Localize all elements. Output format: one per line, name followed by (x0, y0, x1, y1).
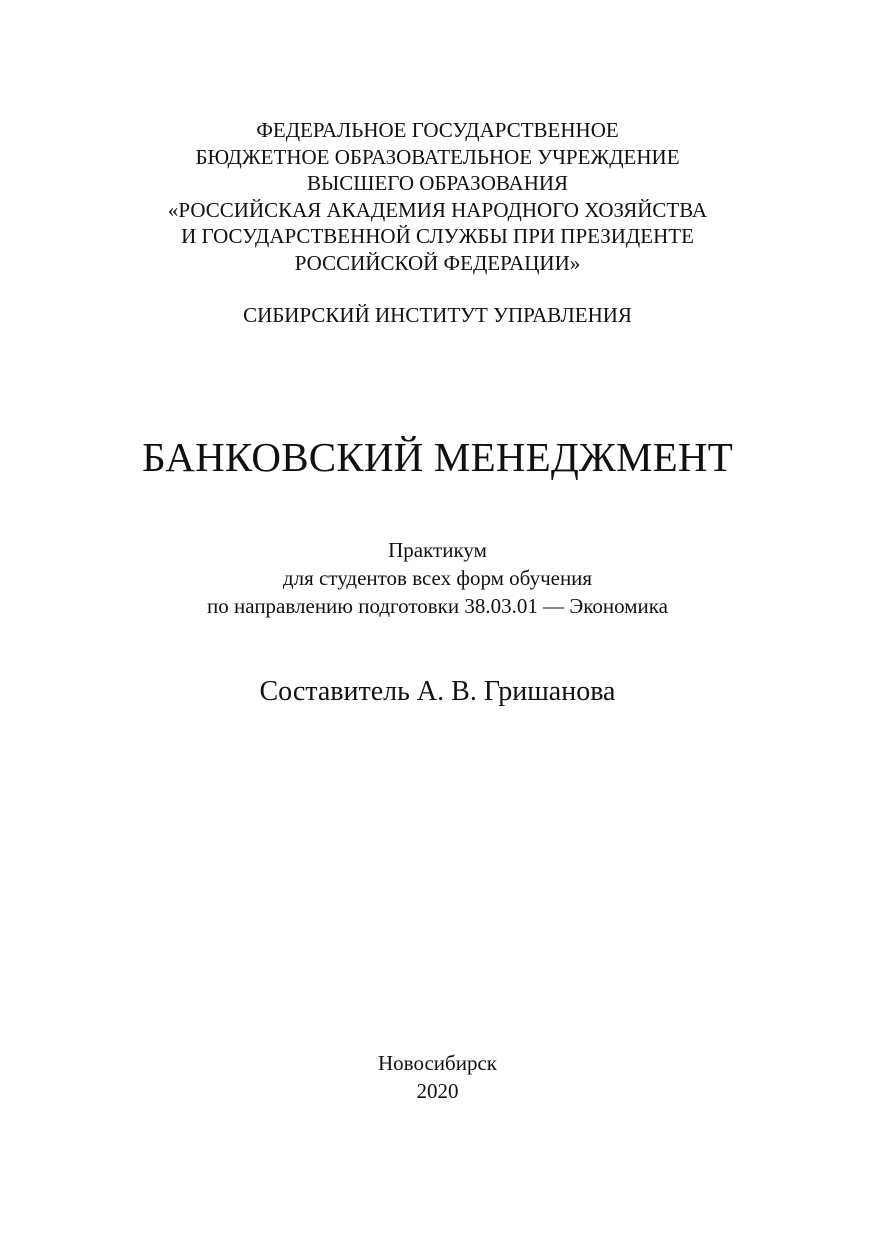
org-line: И ГОСУДАРСТВЕННОЙ СЛУЖБЫ ПРИ ПРЕЗИДЕНТЕ (181, 224, 694, 248)
title-text: БАНКОВСКИЙ МЕНЕДЖМЕНТ (142, 434, 733, 480)
org-line: РОССИЙСКОЙ ФЕДЕРАЦИИ» (294, 250, 581, 275)
city-text: Новосибирск (378, 1051, 497, 1075)
compiler-credit (0, 674, 875, 710)
compiler-text: Составитель А. В. Гришанова (259, 676, 616, 707)
subtitle-line: Практикум (388, 538, 487, 562)
organization-header (0, 117, 875, 276)
institute-name (0, 302, 875, 328)
subtitle-line: для студентов всех форм обучения (282, 566, 593, 590)
year-text: 2020 (416, 1079, 459, 1103)
subtitle-line: по направлению подготовки 38.03.01 — Экономика (207, 594, 668, 618)
document-title (0, 431, 875, 483)
org-line: ФЕДЕРАЛЬНОЕ ГОСУДАРСТВЕННОЕ (256, 118, 619, 142)
org-line: «РОССИЙСКАЯ АКАДЕМИЯ НАРОДНОГО ХОЗЯЙСТВА (167, 197, 708, 222)
org-line: ВЫСШЕГО ОБРАЗОВАНИЯ (306, 171, 569, 195)
document-subtitle (0, 536, 875, 620)
publication-footer (0, 1049, 875, 1105)
institute-line: СИБИРСКИЙ ИНСТИТУТ УПРАВЛЕНИЯ (243, 303, 632, 327)
org-line: БЮДЖЕТНОЕ ОБРАЗОВАТЕЛЬНОЕ УЧРЕЖДЕНИЕ (195, 144, 680, 169)
